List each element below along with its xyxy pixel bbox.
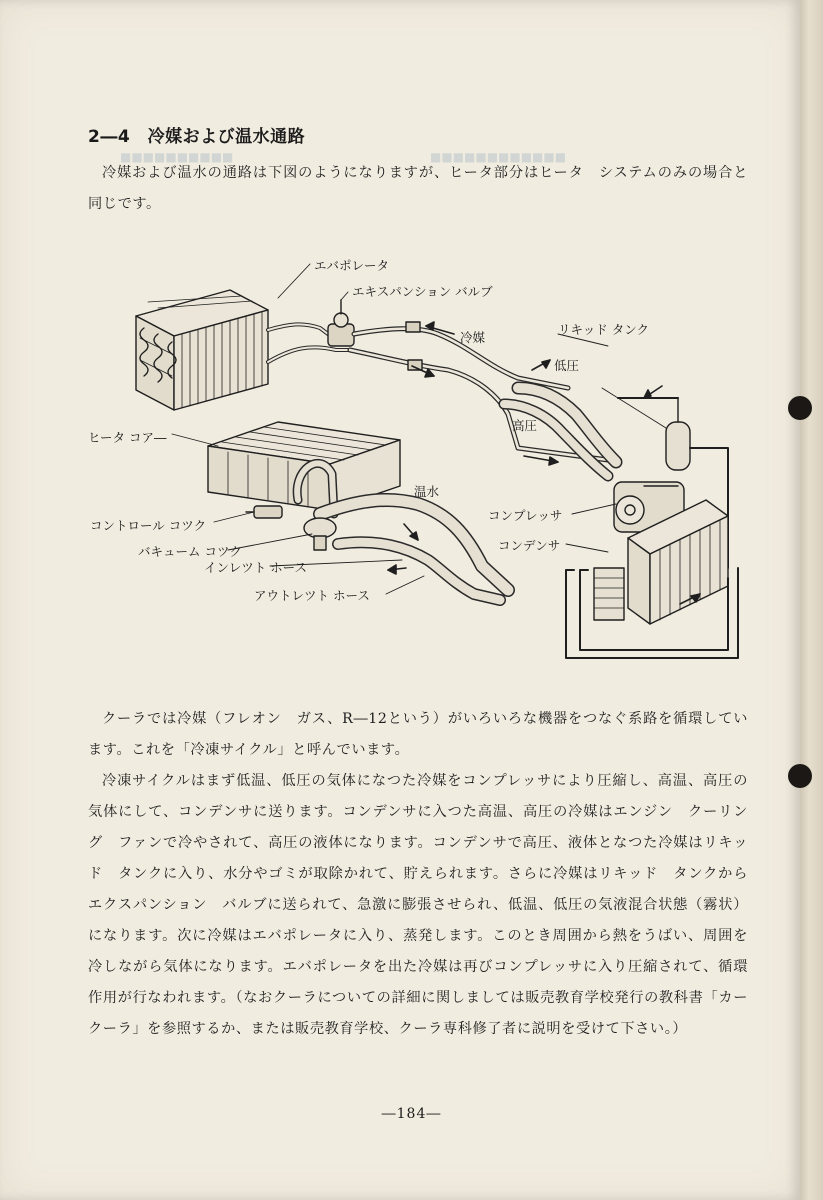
vacuum-cock (304, 518, 336, 550)
label-compressor: コンプレッサ (488, 508, 563, 523)
label-vacuum-cock: バキューム コツク (138, 544, 242, 559)
page-number: ―184― (381, 1106, 442, 1122)
control-cock (246, 506, 282, 518)
label-high-pressure: 高圧 (512, 418, 538, 433)
label-outlet-hose: アウトレツト ホース (254, 588, 370, 603)
label-control-cock: コントロール コツク (90, 518, 207, 533)
evaporator-unit (136, 290, 268, 410)
binder-hole-bottom (788, 764, 812, 788)
label-evaporator: エバポレータ (314, 258, 390, 273)
expansion-valve (328, 300, 354, 346)
next-page-edge (800, 0, 823, 1200)
section-heading: 2―4 冷媒および温水通路 (88, 127, 306, 147)
binder-hole-top (788, 396, 812, 420)
intro-paragraph: 冷媒および温水の通路は下図のようになりますが、ヒータ部分はヒータ システムのみの場合と同じです。 (88, 165, 748, 212)
label-hot-water: 温水 (414, 484, 440, 499)
label-refrigerant: 冷媒 (460, 330, 486, 345)
refrigerant-circuit-diagram (88, 238, 768, 700)
label-low-pressure: 低圧 (554, 358, 580, 373)
body-paragraph-1: クーラでは冷媒（フレオン ガス、R―12という）がいろいろな機器をつなぐ系路を循環しています。これを「冷凍サイクル」と呼んでいます。 (88, 711, 748, 758)
body-paragraph-2: 冷凍サイクルはまず低温、低圧の気体になつた冷媒をコンプレッサにより圧縮し、高温、高圧の気体にして、コンデンサに送ります。コンデンサに入つた高温、高圧の冷媒はエンジン クーリング ファンで冷やされて、高圧の液体になります。コンデンサで高圧、液体となつた冷媒はリキッド タンクに入り、水分やゴミが取除かれて、貯えられます。さらに冷媒はリキッド タンクからエクスパンション バルブに送られて、急激に膨張させられ、低温、低圧の気液混合状態（霧状）になります。次に冷媒はエバポレータに入り、蒸発します。このとき周囲から熱をうばい、周囲を冷しながら気体になります。エバポレータを出た冷媒は再びコンプレッサに入り圧縮されて、循環作用が行なわれます。（なおクーラについての詳細に関しましては販売教育学校発行の教科書「カークーラ」を参照するか、または販売教育学校、クーラ専科修了者に説明を受けて下さい。） (88, 773, 748, 1037)
diagram-drawing (88, 238, 768, 700)
label-expansion-valve: エキスパンション バルブ (352, 284, 493, 299)
bleed-through: ■■■■■■■■■■■■ (430, 150, 567, 164)
label-heater-core: ヒータ コア― (88, 430, 167, 445)
label-condenser: コンデンサ (498, 538, 561, 553)
bleed-through: ■■■■■■■■■■ (120, 150, 234, 164)
label-inlet-hose: インレツト ホース (204, 560, 308, 575)
label-liquid-tank: リキッド タンク (558, 322, 649, 337)
